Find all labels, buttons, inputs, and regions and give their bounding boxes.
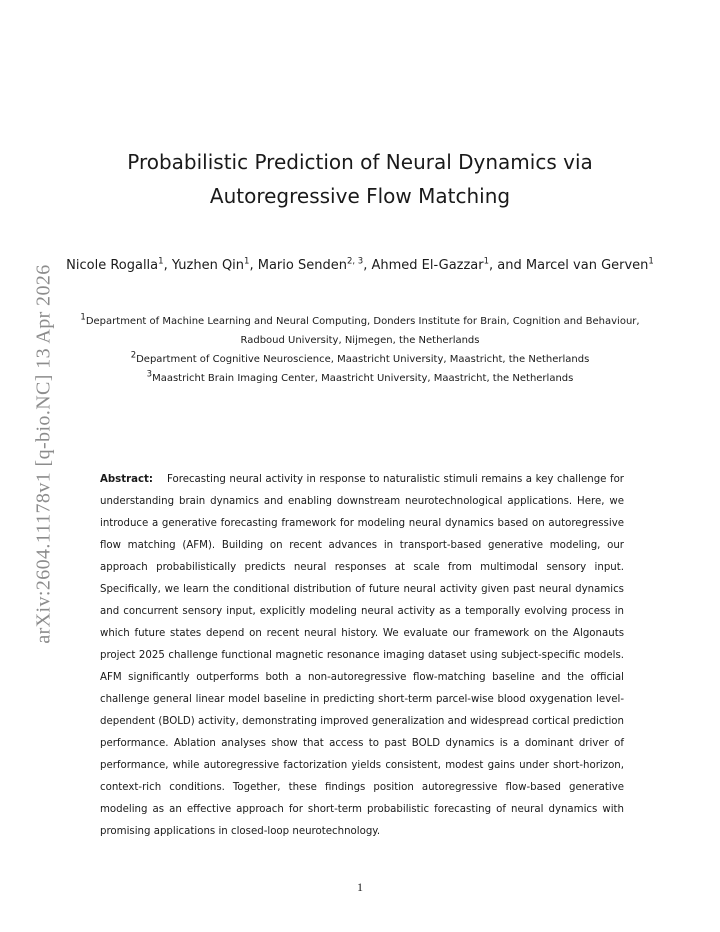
- page-number: 1: [357, 880, 363, 894]
- affiliation-list: [70, 312, 650, 388]
- author-affiliation-mark: 2, 3: [346, 256, 364, 267]
- author-separator: ,: [363, 258, 372, 273]
- affiliation-item: [70, 350, 650, 369]
- abstract-label: Abstract:: [100, 474, 153, 485]
- affiliation-item: [70, 369, 650, 388]
- author-affiliation-mark: 1: [648, 256, 654, 267]
- author-name: Ahmed El-Gazzar: [371, 258, 484, 273]
- author-separator: , and: [489, 258, 526, 273]
- affiliation-text: Department of Machine Learning and Neural Computing, Donders Institute for Brain, Cognition and Behaviour, Radboud University, Nijmegen, the Netherlands: [85, 316, 640, 346]
- author-separator: ,: [249, 258, 258, 273]
- author-affiliation-mark: 1: [244, 256, 250, 267]
- abstract-paragraph: [100, 469, 624, 843]
- affiliation-number: 3: [146, 369, 153, 380]
- affiliation-text: Maastricht Brain Imaging Center, Maastricht University, Maastricht, the Netherlands: [152, 373, 574, 384]
- abstract-text: Forecasting neural activity in response to naturalistic stimuli remains a key challenge for understanding brain dynamics and enabling downstream neurotechnological applications. Here, we introduce a generative forecasting framework for modeling neural dynamics based on autoregressive flow matching (AFM). Building on recent advances in transport-based generative modeling, our approach probabilistically predicts neural responses at scale from multimodal sensory input. Specifically, we learn the conditional distribution of future neural activity given past neural dynamics and concurrent sensory input, explicitly modeling neural activity as a temporally evolving process in which future states depend on recent neural history. We evaluate our framework on the Algonauts project 2025 challenge functional magnetic resonance imaging dataset using subject-specific models. AFM significantly outperforms both a non-autoregressive flow-matching baseline and the official challenge general linear model baseline in predicting short-term parcel-wise blood oxygenation level-dependent (BOLD) activity, demonstrating improved generalization and widespread cortical prediction performance. Ablation analyses show that access to past BOLD dynamics is a dominant driver of performance, while autoregressive factorization yields consistent, modest gains under short-horizon, context-rich conditions. Together, these findings position autoregressive flow-based generative modeling as an effective approach for short-term probabilistic forecasting of neural dynamics with promising applications in closed-loop neurotechnology.: [100, 474, 624, 837]
- author-name: Nicole Rogalla: [66, 258, 159, 273]
- author-affiliation-mark: 1: [483, 256, 490, 267]
- author-affiliation-mark: 1: [158, 256, 164, 267]
- affiliation-number: 1: [80, 312, 86, 323]
- affiliation-text: Department of Cognitive Neuroscience, Maastricht University, Maastricht, the Netherlands: [136, 354, 590, 365]
- affiliation-item: [70, 312, 650, 350]
- paper-title: Probabilistic Prediction of Neural Dynamics via Autoregressive Flow Matching: [127, 150, 593, 208]
- affiliation-number: 2: [130, 350, 137, 361]
- author-name: Mario Senden: [257, 258, 347, 273]
- author-separator: ,: [163, 258, 172, 273]
- arxiv-identifier-stamp: arXiv:2604.11178v1 [q-bio.NC] 13 Apr 2026: [32, 264, 55, 644]
- author-list: [60, 253, 660, 279]
- author-name: Yuzhen Qin: [171, 258, 245, 273]
- author-name: Marcel van Gerven: [525, 258, 649, 273]
